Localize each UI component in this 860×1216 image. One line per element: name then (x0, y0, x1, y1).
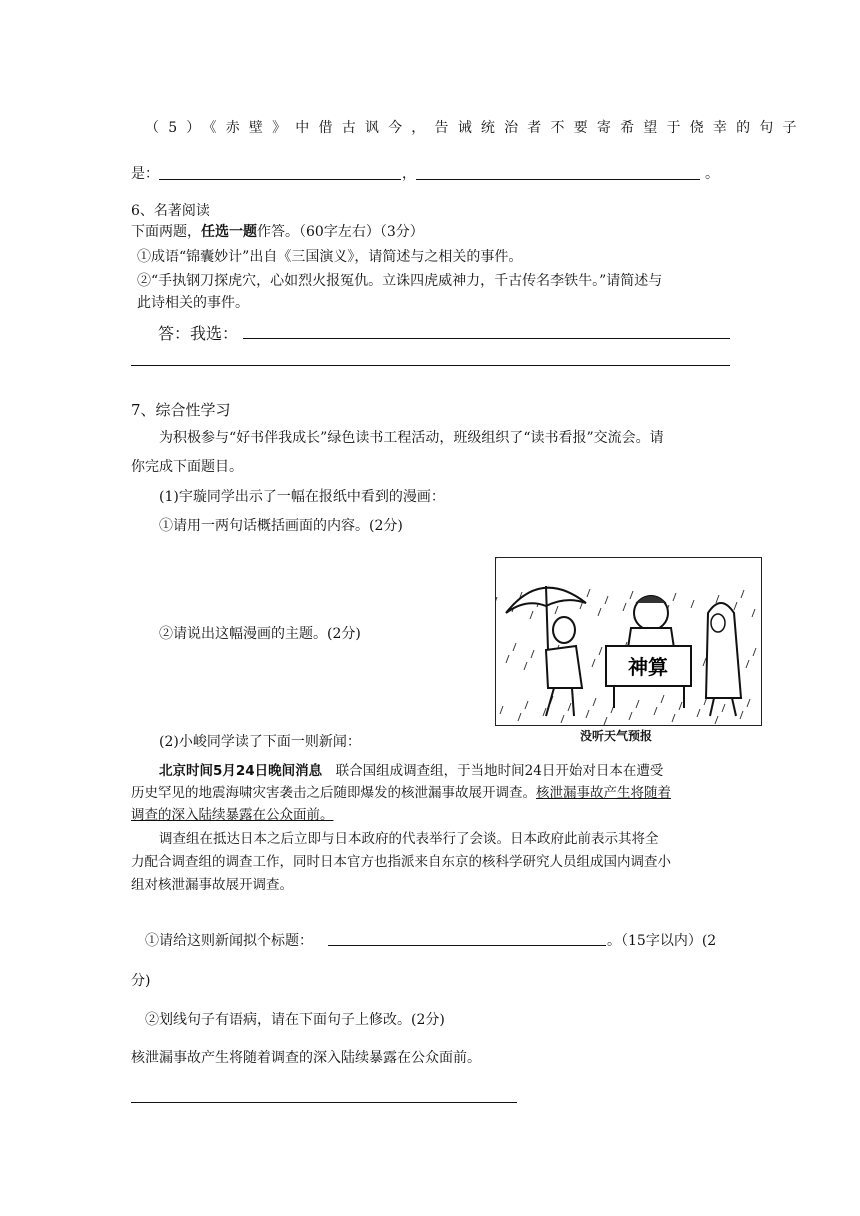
news-underlined-1: 核泄漏事故产生将随着 (536, 785, 671, 801)
q6-intro-b: 作答。（60字左右）（3分） (257, 224, 424, 240)
rain-streak (593, 698, 596, 706)
q7-sub1: (1)宇璇同学出示了一幅在报纸中看到的漫画： (159, 489, 445, 505)
q5-answer-prefix: 是： (131, 166, 159, 182)
rain-streak (672, 714, 675, 722)
q6-intro-a: 下面两题， (131, 224, 201, 240)
q6-item-2-line2: 此诗相关的事件。 (137, 295, 249, 311)
q6-intro-bold: 任选一题 (201, 224, 257, 240)
cartoon-drawing (496, 558, 761, 725)
q6-answer-label: 答：我选： (158, 324, 239, 343)
cartoon-caption: 没听天气预报 (580, 729, 653, 743)
rain-streak (496, 597, 497, 605)
q6-title: 6、名著阅读 (131, 203, 210, 219)
rain-streak (752, 609, 755, 617)
q7-title: 7、综合性学习 (131, 401, 231, 419)
rain-streak (605, 596, 608, 604)
q5-period: 。 (705, 166, 719, 182)
q7-intro-line2: 你完成下面题目。 (131, 459, 243, 475)
title-blank[interactable] (328, 945, 606, 946)
cartoon-sign: 神算 (628, 655, 668, 679)
rain-streak (598, 608, 601, 616)
q5-blank-1[interactable] (159, 179, 401, 180)
rain-streak (518, 713, 521, 721)
rain-streak (703, 658, 706, 666)
rain-streak (513, 643, 516, 651)
rain-streak (561, 715, 564, 723)
rain-streak (741, 590, 744, 598)
q7-sub2-q1-tail2: 分) (131, 973, 151, 989)
news-p2-line2: 力配合调查组的调查工作，同时日本官方也指派来自东京的核科学研究人员组成国内调查小 (131, 854, 671, 870)
news-p2-line3: 组对核泄漏事故展开调查。 (131, 877, 293, 893)
correction-blank[interactable] (131, 1102, 517, 1103)
q7-sub1-q2: ②请说出这幅漫画的主题。(2分) (159, 626, 361, 642)
q5-prompt: （5）《赤壁》中借古讽今，告诫统治者不要寄希望于侥幸的句子 (145, 120, 806, 136)
rain-streak (586, 710, 589, 718)
q6-answer-blank-2[interactable] (131, 365, 730, 366)
rain-streak (747, 699, 750, 707)
rain-streak (697, 709, 700, 717)
rain-streak (592, 659, 595, 667)
news-line-2 (131, 782, 671, 804)
rain-streak (753, 648, 756, 656)
q5-blank-2[interactable] (416, 179, 700, 180)
rain-streak (500, 706, 503, 714)
rain-streak (524, 662, 527, 670)
rain-streak (587, 589, 590, 597)
rain-streak (604, 717, 607, 725)
q7-sub2-q2: ②划线句子有语病，请在下面句子上修改。(2分) (145, 1012, 445, 1028)
news-underlined-2: 调查的深入陆续暴露在公众面前。 (131, 807, 334, 823)
q7-sub1-q1: ①请用一两句话概括画面的内容。(2分) (159, 518, 403, 534)
q6-answer-blank-1[interactable] (243, 338, 730, 339)
rain-streak (716, 595, 719, 603)
rain-streak (722, 704, 725, 712)
rain-streak (746, 660, 749, 668)
rain-streak (568, 703, 571, 711)
rain-streak (661, 695, 664, 703)
rain-streak (734, 602, 737, 610)
q5-comma: ， (402, 166, 416, 182)
rain-streak (630, 591, 633, 599)
news-lead: 北京时间5月24日晚间消息 (159, 763, 323, 779)
q7-sentence[interactable]: 核泄漏事故产生将随着调查的深入陆续暴露在公众面前。 (131, 1050, 481, 1066)
rain-streak (599, 647, 602, 655)
rain-streak (555, 606, 558, 614)
q7-sub2-q1: ①请给这则新闻拟个标题： (145, 933, 313, 949)
q6-intro (131, 221, 424, 241)
news-line-1-rest: 联合国组成调查组，于当地时间24日开始对日本在遭受 (322, 763, 664, 779)
q7-sub2-q1-tail: 。（15字以内）(2 (607, 933, 717, 949)
q7-intro-line1: 为积极参与“好书伴我成长”绿色读书工程活动，班级组织了“读书看报”交流会。请 (159, 430, 664, 446)
rain-streak (654, 707, 657, 715)
rain-streak (629, 712, 632, 720)
news-line-2-a: 历史罕见的地震海啸灾害袭击之后随即爆发的核泄漏事故展开调查。 (131, 785, 536, 801)
rain-streak (506, 655, 509, 663)
news-line-1 (159, 760, 663, 782)
rain-streak (531, 650, 534, 658)
news-p2-line1: 调查组在抵达日本之后立即与日本政府的代表举行了会谈。日本政府此前表示其将全 (159, 831, 659, 847)
rain-streak (525, 701, 528, 709)
q6-item-2-line1: ②“手执钢刀探虎穴，心如烈火报冤仇。立诛四虎威神力，千古传名李铁牛。”请简述与 (137, 273, 663, 289)
rain-streak (623, 603, 626, 611)
rain-streak (636, 700, 639, 708)
cartoon-image (495, 557, 762, 726)
rain-streak (673, 593, 676, 601)
q6-item-1: ①成语“锦囊妙计”出自《三国演义》，请简述与之相关的事件。 (137, 249, 523, 265)
rain-streak (691, 600, 694, 608)
rain-streak (530, 611, 533, 619)
q7-sub2: (2)小峻同学读了下面一则新闻： (159, 734, 361, 750)
rain-streak (715, 716, 718, 724)
rain-streak (740, 711, 743, 719)
rain-streak (679, 702, 682, 710)
